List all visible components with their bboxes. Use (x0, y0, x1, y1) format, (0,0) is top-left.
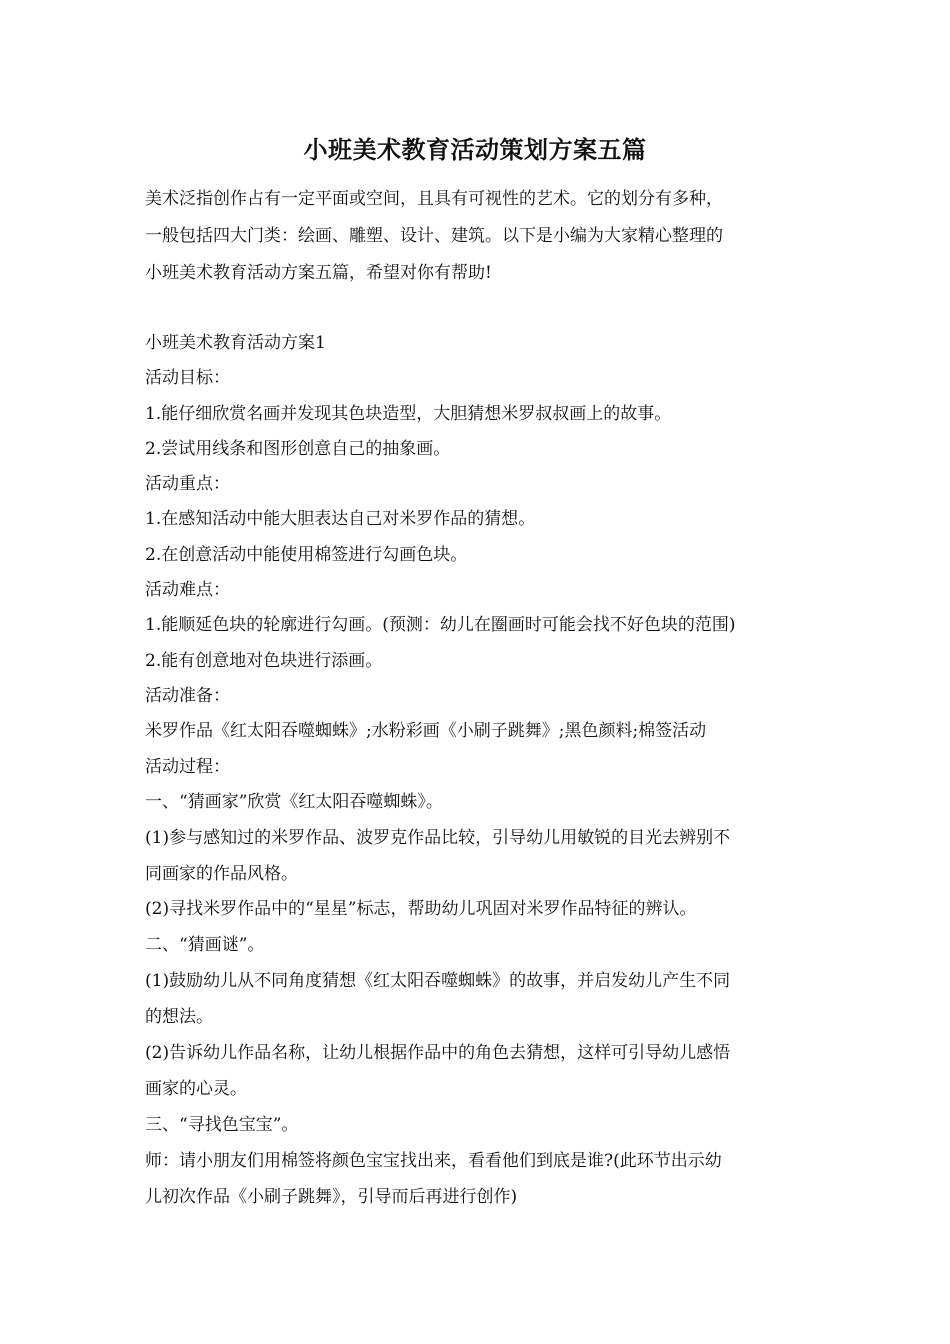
intro-line: 一般包括四大门类：绘画、雕塑、设计、建筑。以下是小编为大家精心整理的 (145, 226, 723, 246)
list-item: 1.能顺延色块的轮廓进行勾画。(预测：幼儿在圈画时可能会找不好色块的范围) (145, 615, 736, 636)
paragraph-line: (1)参与感知过的米罗作品、波罗克作品比较，引导幼儿用敏锐的目光去辨别不 (145, 828, 731, 849)
step-heading: 三、“寻找色宝宝”。 (145, 1114, 299, 1135)
paragraph-line: (2)寻找米罗作品中的“星星”标志，帮助幼儿巩固对米罗作品特征的辨认。 (145, 899, 697, 920)
list-item: 2.尝试用线条和图形创意自己的抽象画。 (145, 438, 451, 459)
subheading-difficulty: 活动难点： (145, 580, 230, 601)
list-item: 2.在创意活动中能使用棉签进行勾画色块。 (145, 544, 468, 565)
paragraph-line: 画家的心灵。 (145, 1079, 247, 1100)
list-item: 2.能有创意地对色块进行添画。 (145, 650, 383, 671)
paragraph-line: 儿初次作品《小刷子跳舞》，引导而后再进行创作) (145, 1186, 518, 1207)
paragraph-line: 米罗作品《红太阳吞噬蜘蛛》;水粉彩画《小刷子跳舞》;黑色颜料;棉签活动 (145, 721, 707, 742)
step-heading: 一、“猜画家”欣赏《红太阳吞噬蜘蛛》。 (145, 791, 443, 812)
intro-line: 小班美术教育活动方案五篇，希望对你有帮助! (145, 263, 492, 283)
paragraph-line: 师：请小朋友们用棉签将颜色宝宝找出来，看看他们到底是谁?(此环节出示幼 (145, 1150, 722, 1171)
document-title: 小班美术教育活动策划方案五篇 (303, 135, 647, 164)
document-body (145, 326, 815, 1215)
paragraph-line: 的想法。 (145, 1007, 213, 1028)
intro-line: 美术泛指创作占有一定平面或空间，且具有可视性的艺术。它的划分有多种， (145, 189, 723, 209)
subheading-preparation: 活动准备： (145, 685, 230, 706)
subheading-focus: 活动重点： (145, 474, 230, 495)
section-heading: 小班美术教育活动方案1 (145, 333, 326, 353)
list-item: 1.在感知活动中能大胆表达自己对米罗作品的猜想。 (145, 509, 536, 530)
paragraph-line: (1)鼓励幼儿从不同角度猜想《红太阳吞噬蜘蛛》的故事，并启发幼儿产生不同 (145, 971, 731, 992)
subheading-process: 活动过程： (145, 756, 230, 777)
intro-paragraph (145, 181, 810, 292)
list-item: 1.能仔细欣赏名画并发现其色块造型，大胆猜想米罗叔叔画上的故事。 (145, 403, 672, 424)
paragraph-line: 同画家的作品风格。 (145, 864, 298, 885)
paragraph-line: (2)告诉幼儿作品名称，让幼儿根据作品中的角色去猜想，这样可引导幼儿感悟 (145, 1043, 731, 1064)
subheading-goals: 活动目标： (145, 368, 230, 389)
step-heading: 二、“猜画谜”。 (145, 934, 265, 955)
